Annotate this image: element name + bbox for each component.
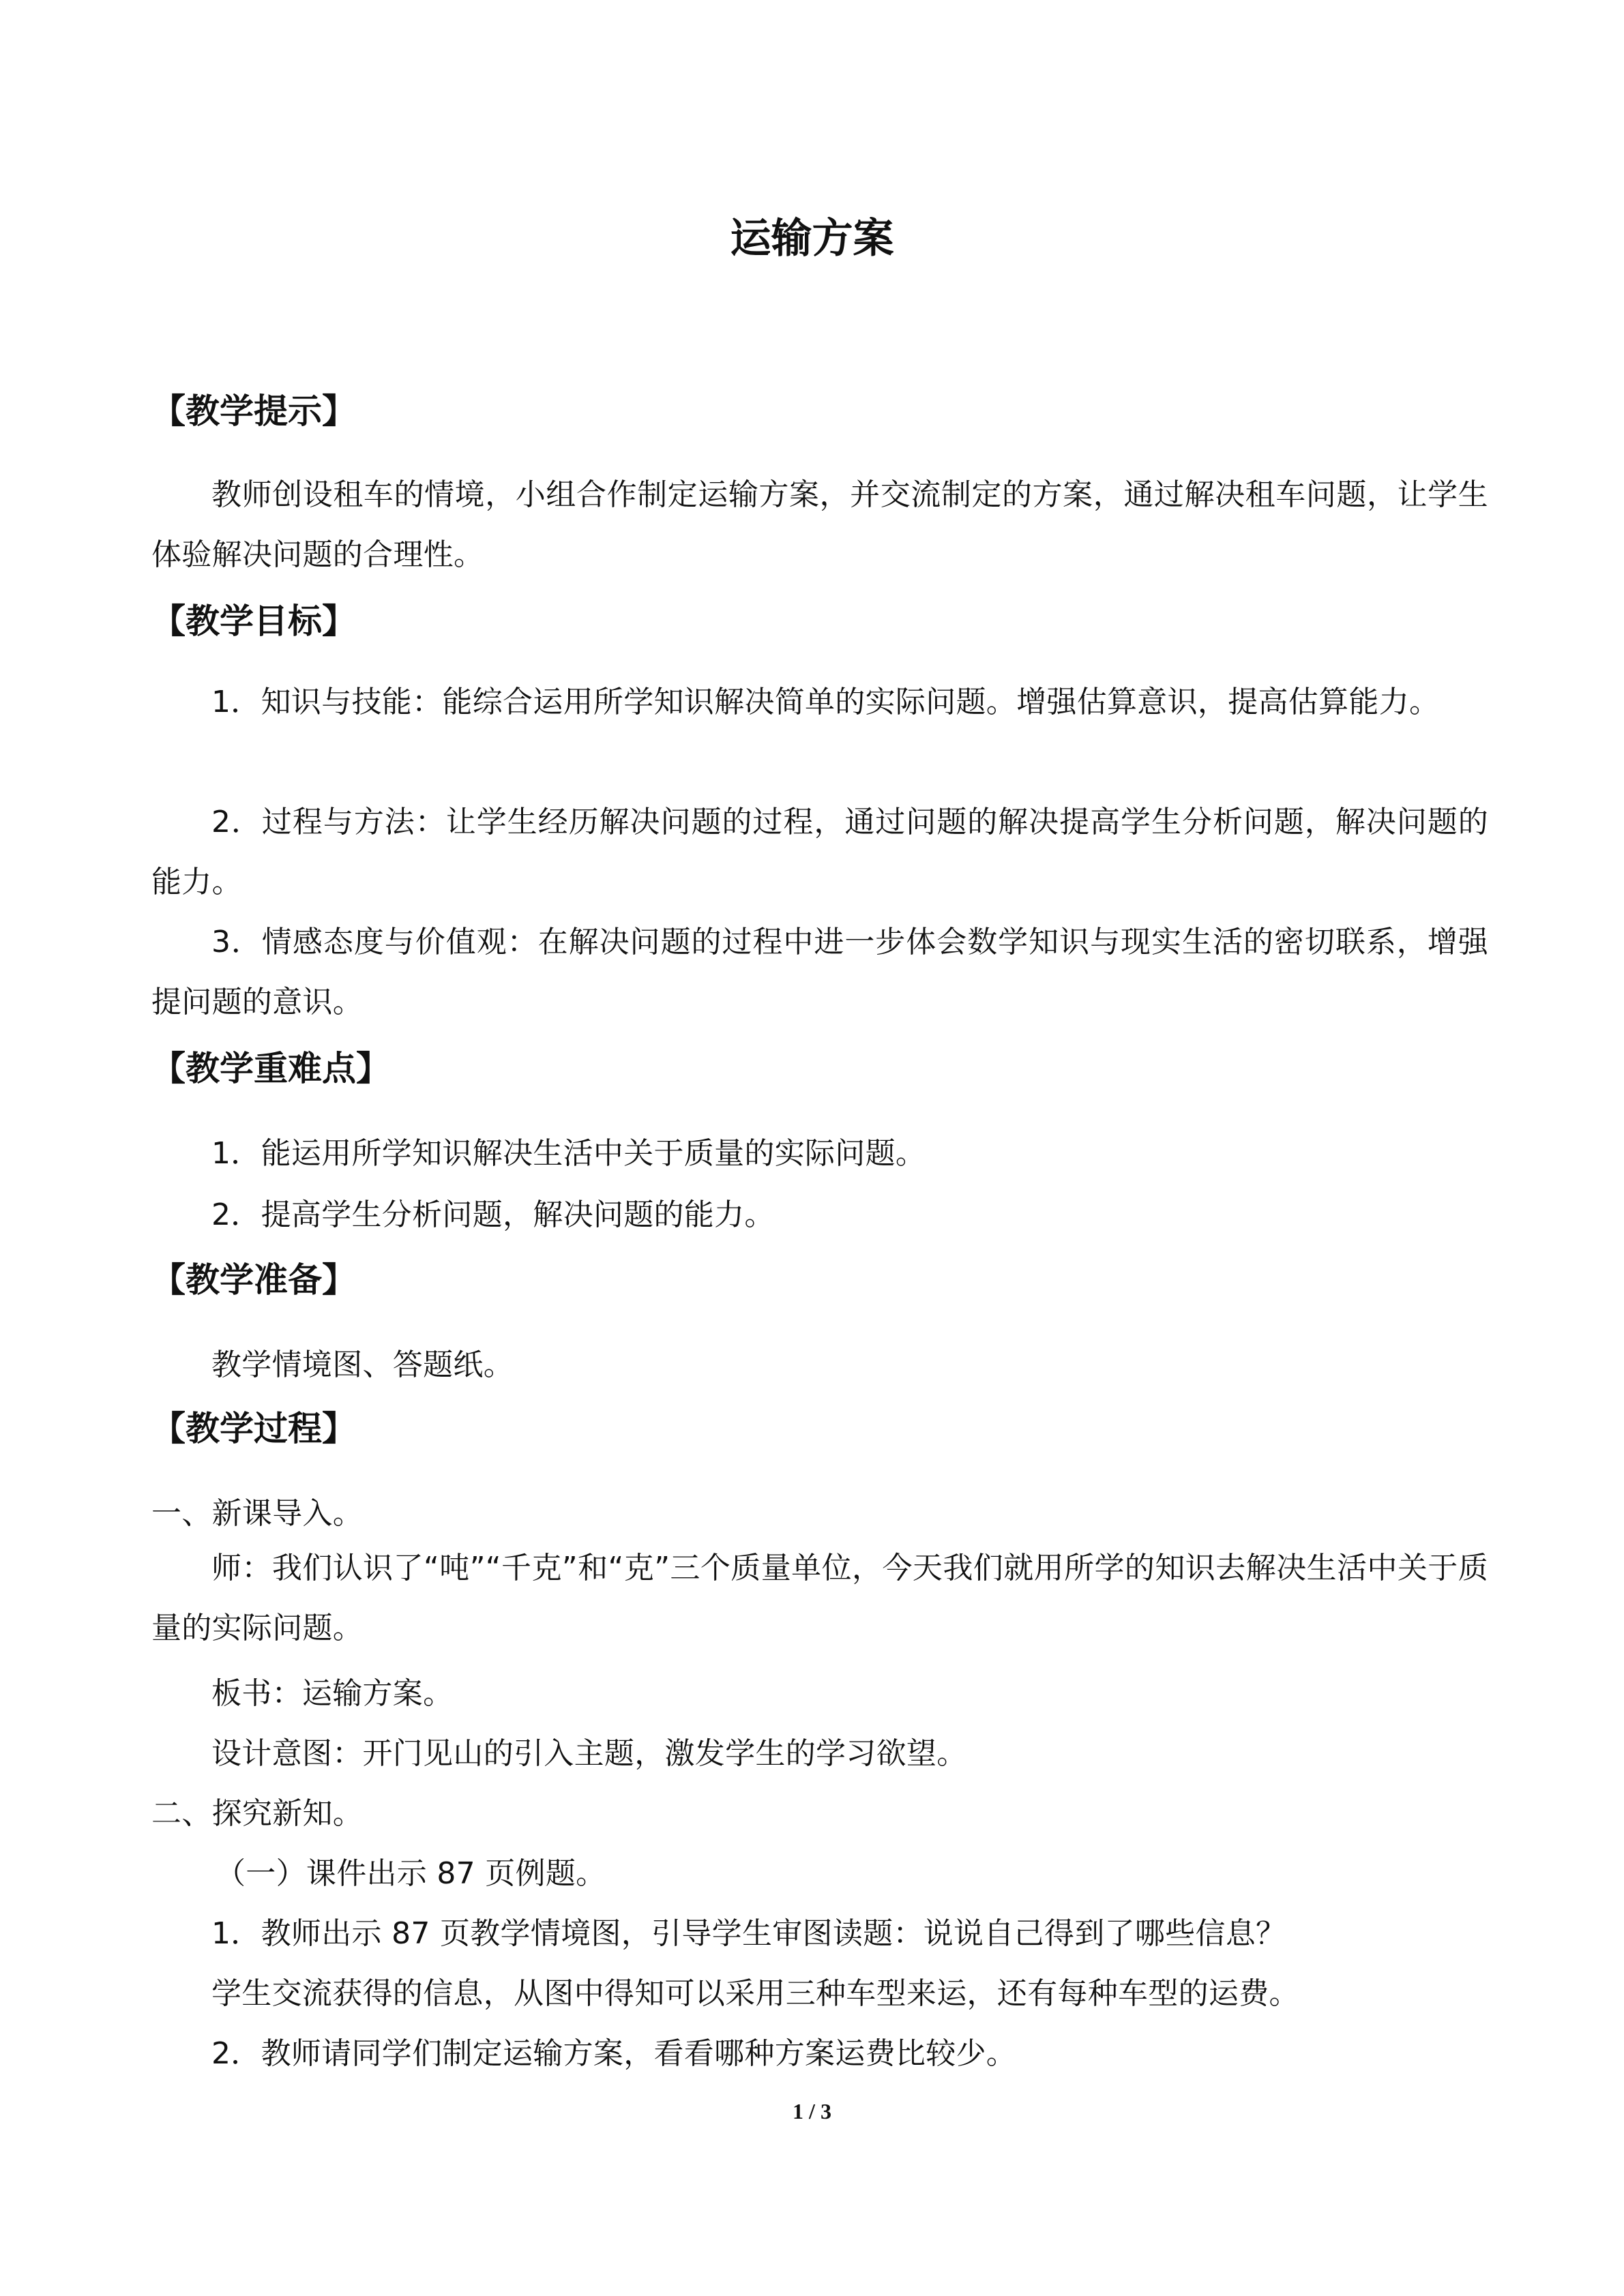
process-part1-intent: 设计意图：开门见山的引入主题，激发学生的学习欲望。 <box>211 1736 967 1771</box>
process-part2-step1: 1．教师出示 87 页教学情境图，引导学生审图读题：说说自己得到了哪些信息？ <box>211 1916 1286 1951</box>
section-heading-process: 【教学过程】 <box>151 1409 356 1448</box>
page-number: 1 / 3 <box>793 2099 831 2123</box>
process-part1-teacher: 师：我们认识了“吨”“千克”和“克”三个质量单位，今天我们就用所学的知识去解决生活中关于质量的实际问题。 <box>151 1551 1488 1645</box>
section-heading-preparation: 【教学准备】 <box>151 1260 356 1300</box>
process-part2-title: 二、探究新知。 <box>151 1796 364 1831</box>
keypoint-item-2: 2．提高学生分析问题，解决问题的能力。 <box>211 1197 775 1232</box>
goal-item-2: 2．过程与方法：让学生经历解决问题的过程，通过问题的解决提高学生分析问题，解决问题的能力。 <box>151 805 1488 899</box>
process-part1-board: 板书：运输方案。 <box>211 1676 454 1711</box>
process-part2-subtitle: （一）课件出示 87 页例题。 <box>216 1856 606 1891</box>
process-part2-step2: 2．教师请同学们制定运输方案，看看哪种方案运费比较少。 <box>211 2036 1017 2071</box>
preparation-text: 教学情境图、答题纸。 <box>211 1347 514 1382</box>
section-heading-keypoints: 【教学重难点】 <box>151 1049 390 1088</box>
keypoint-item-1: 1．能运用所学知识解决生活中关于质量的实际问题。 <box>211 1136 926 1171</box>
document-title: 运输方案 <box>730 215 894 263</box>
section-heading-tips: 【教学提示】 <box>151 391 356 431</box>
goal-item-3: 3．情感态度与价值观：在解决问题的过程中进一步体会数学知识与现实生活的密切联系，增强提问题的意识。 <box>151 925 1488 1019</box>
process-part2-step1-answer: 学生交流获得的信息，从图中得知可以采用三种车型来运，还有每种车型的运费。 <box>211 1976 1299 2011</box>
goal-item-1: 1．知识与技能：能综合运用所学知识解决简单的实际问题。增强估算意识，提高估算能力。 <box>211 685 1440 719</box>
section-heading-goals: 【教学目标】 <box>151 601 356 641</box>
process-part1-title: 一、新课导入。 <box>151 1496 364 1531</box>
tips-paragraph: 教师创设租车的情境，小组合作制定运输方案，并交流制定的方案，通过解决租车问题，让学生体验解决问题的合理性。 <box>151 477 1488 572</box>
